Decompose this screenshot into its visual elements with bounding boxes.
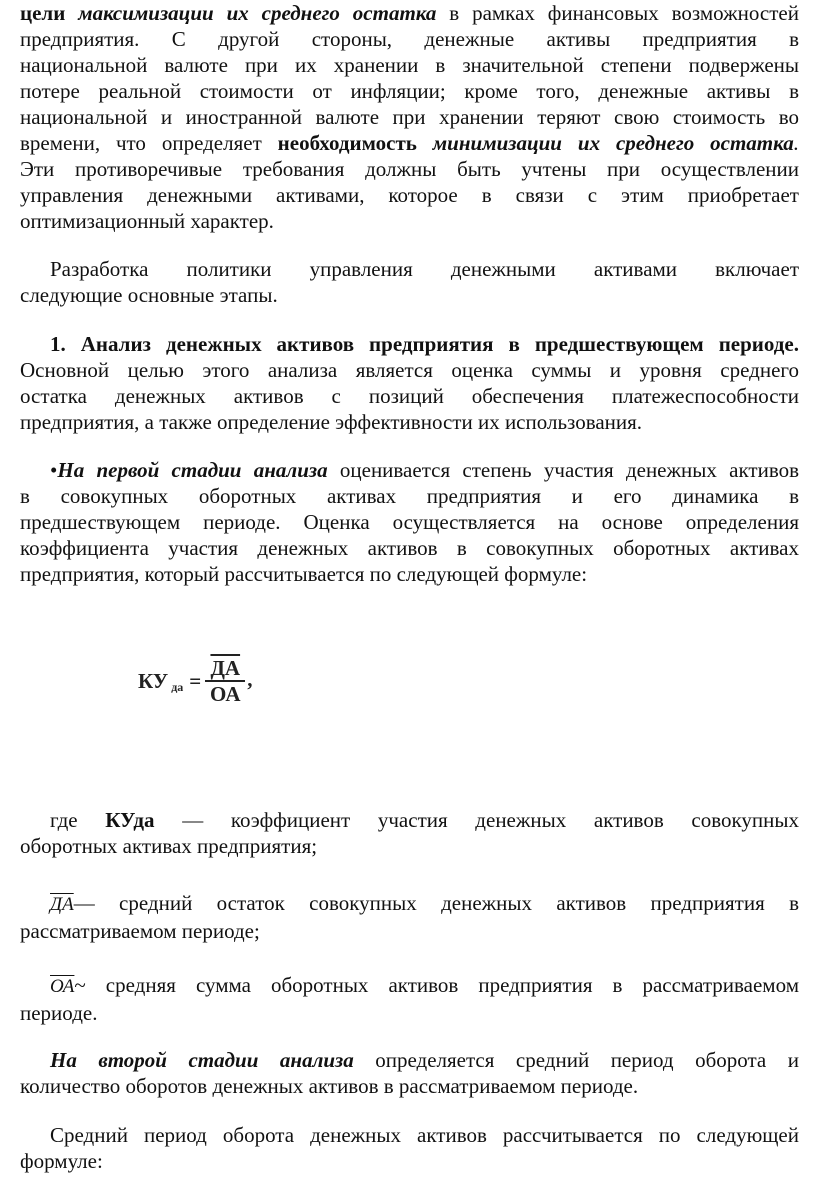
text-bold-italic: На первой стадии анализа xyxy=(57,458,328,482)
text-line: управления денежными активами, которое в связи с этим приобретает xyxy=(20,183,799,207)
text: где xyxy=(50,808,106,832)
text-bold: 1. Анализ денежных активов предприятия в предшествующем периоде. xyxy=(50,332,799,356)
text-line: предприятия. С другой стороны, денежные активы предприятия в xyxy=(20,27,799,51)
text: оценивается степень участия денежных активов xyxy=(327,458,800,482)
text-bold-italic: максимизации их среднего остатка xyxy=(78,1,437,25)
text-line xyxy=(20,130,799,156)
paragraph-average-period xyxy=(20,1122,799,1174)
formula-numerator: ДА xyxy=(210,656,241,680)
section-heading xyxy=(20,331,799,357)
text-line xyxy=(20,807,799,833)
formula-ku-da xyxy=(138,640,344,722)
text-bold: КУда xyxy=(105,808,155,832)
text-line: периоде. xyxy=(20,1001,98,1025)
text-line: в совокупных оборотных активах предприятия и его динамика в xyxy=(20,484,799,508)
text-line: Эти противоречивые требования должны быть учтены при осуществлении xyxy=(20,157,799,181)
text: . xyxy=(793,131,799,155)
text-line xyxy=(20,972,799,1000)
paragraph-money-assets-intro xyxy=(20,0,799,234)
text-bold-italic: На второй стадии анализа xyxy=(50,1048,354,1072)
text-line: Средний период оборота денежных активов рассчитывается по следующей xyxy=(50,1123,799,1147)
text-line: коэффициента участия денежных активов в совокупных оборотных активах xyxy=(20,536,799,560)
text-line: оптимизационный характер. xyxy=(20,209,274,233)
formula-subscript: да xyxy=(171,679,184,694)
text-bold-italic: минимизации их среднего остатка xyxy=(416,131,794,155)
formula-lhs: КУ xyxy=(138,668,169,693)
formula-equals: = xyxy=(189,668,202,693)
text-line xyxy=(20,457,799,483)
text: — коэффициент участия денежных активов совокупных xyxy=(154,808,799,832)
text-line: предприятия, который рассчитывается по следующей формуле: xyxy=(20,562,588,586)
text: определяется средний период оборота и xyxy=(353,1048,799,1072)
text-line: количество оборотов денежных активов в рассматриваемом периоде. xyxy=(20,1074,639,1098)
text-line: национальной валюте при их хранении в значительной степени подвержены xyxy=(20,53,799,77)
text-line: формуле: xyxy=(20,1149,103,1173)
text-line: следующие основные этапы. xyxy=(20,283,278,307)
text: в рамках финансовых возможностей xyxy=(436,1,799,25)
text-line xyxy=(20,0,799,26)
paragraph-where-oa xyxy=(20,972,799,1026)
paragraph-policy-stages xyxy=(20,256,799,308)
text-line: рассматриваемом периоде; xyxy=(20,919,260,943)
paragraph-where-da xyxy=(20,890,799,944)
symbol-oa: ОА xyxy=(50,976,75,997)
text-line: оборотных активах предприятия; xyxy=(20,834,318,858)
text-line xyxy=(20,1047,799,1073)
text-bold: цели xyxy=(20,1,79,25)
text-line: предшествующем периоде. Оценка осуществляется на основе определения xyxy=(20,510,799,534)
text: времени, что определяет xyxy=(20,131,278,155)
text: — средний остаток совокупных денежных активов предприятия в xyxy=(73,891,799,915)
text-line: остатка денежных активов с позиций обеспечения платежеспособности xyxy=(20,384,799,408)
bullet: • xyxy=(50,458,58,482)
symbol-da: ДА xyxy=(50,894,74,915)
text-line: Основной целью этого анализа является оценка суммы и уровня среднего xyxy=(20,358,799,382)
paragraph-analysis-step-1 xyxy=(20,331,799,435)
paragraph-second-stage xyxy=(20,1047,799,1099)
text-line: предприятия, а также определение эффективности их использования. xyxy=(20,410,643,434)
text-line xyxy=(20,890,799,918)
text-line: потере реальной стоимости от инфляции; кроме того, денежные активы в xyxy=(20,79,799,103)
text-line: Разработка политики управления денежными активами включает xyxy=(50,257,799,281)
formula-fraction xyxy=(205,657,245,705)
formula-comma: , xyxy=(247,666,253,691)
formula-denominator: ОА xyxy=(210,682,241,706)
text: ~ средняя сумма оборотных активов предприятия в рассматриваемом xyxy=(74,973,799,997)
paragraph-where-ku xyxy=(20,807,799,859)
text-line: национальной и иностранной валюте при хранении теряют свою стоимость во xyxy=(20,105,799,129)
text-bold: необходимость xyxy=(277,131,417,155)
paragraph-first-stage xyxy=(20,457,799,587)
